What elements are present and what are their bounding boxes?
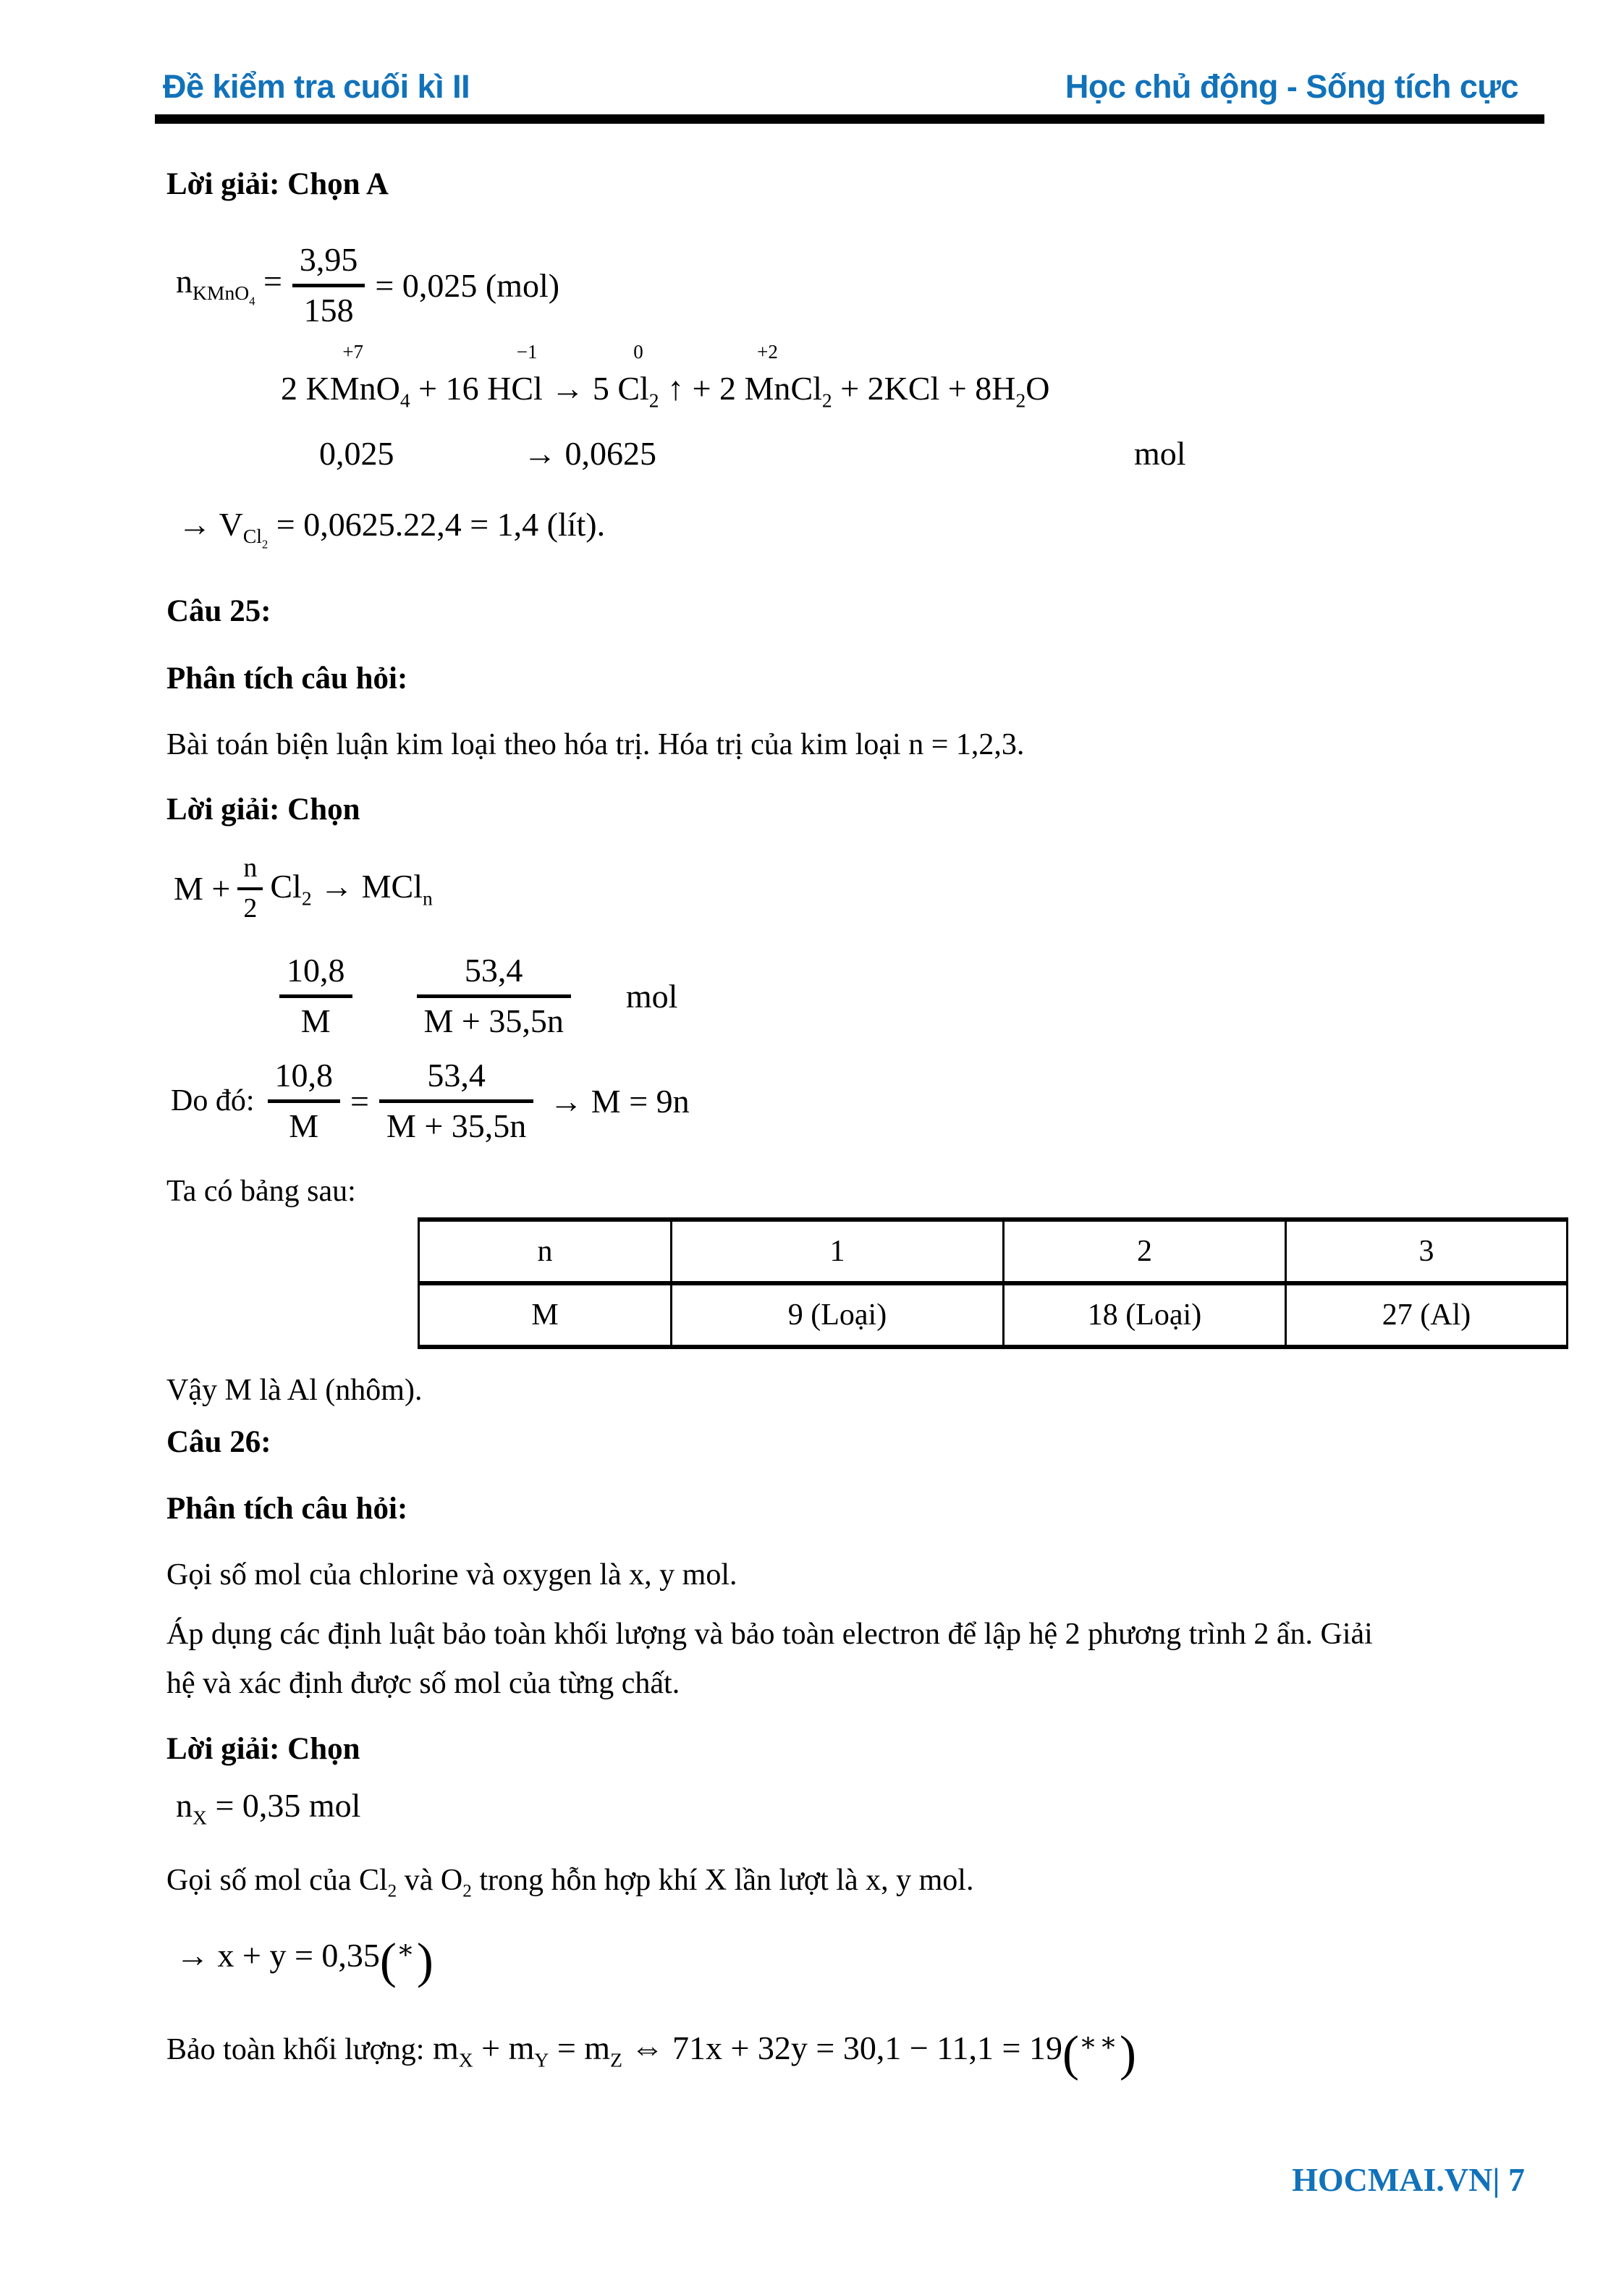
fraction bbox=[268, 1057, 341, 1146]
q26-solution-heading: Lời giải: Chọn bbox=[166, 1732, 360, 1766]
header-right-title: Học chủ động - Sống tích cực bbox=[1065, 68, 1518, 105]
equation-token: +7 Mn bbox=[329, 341, 376, 407]
formula-label: Bảo toàn khối lượng: bbox=[166, 2033, 425, 2067]
oxidation-state-label: −1 bbox=[516, 341, 538, 363]
big-paren-close: ) bbox=[1120, 2026, 1136, 2082]
q25-analysis-text: Bài toán biện luận kim loại theo hóa trị. Hóa trị của kim loại n = 1,2,3. bbox=[166, 728, 1025, 761]
table-cell: M bbox=[419, 1283, 672, 1347]
equation-token: $O_4$ bbox=[376, 370, 410, 412]
footer-page-number: 7 bbox=[1508, 2161, 1525, 2198]
q25-conclusion: Vậy M là Al (nhôm). bbox=[166, 1374, 423, 1407]
fraction-denominator: M bbox=[289, 1107, 319, 1144]
fraction bbox=[417, 952, 571, 1041]
equation-token: → 5 bbox=[542, 370, 618, 407]
equation-token: −1 Cl bbox=[511, 341, 543, 407]
star-mark: ∗ bbox=[396, 1935, 417, 1964]
gas-up-arrow: ↑ bbox=[659, 370, 693, 407]
fraction-denominator: M bbox=[300, 1002, 331, 1039]
q24-volume-formula: → $V_{Cl_2} = 0,0625.22,4 = 1,4$ (lít). bbox=[178, 506, 606, 552]
header-rule bbox=[155, 114, 1544, 124]
fraction bbox=[279, 952, 352, 1041]
table-cell: 18 (Loại) bbox=[1004, 1283, 1286, 1347]
big-paren-open: ( bbox=[1062, 2026, 1079, 2082]
q25-reaction-formula bbox=[174, 853, 433, 924]
formula-run: $Cl_2 \to MCl_n$ bbox=[270, 867, 433, 910]
q25-result-table bbox=[418, 1217, 1568, 1349]
unit-label: mol bbox=[625, 977, 678, 1015]
fraction-numerator: 53,4 bbox=[417, 952, 571, 998]
fraction-numerator: 10,8 bbox=[279, 952, 352, 998]
fraction-denominator: M + 35,5n bbox=[423, 1002, 564, 1039]
equation-token: + 2 bbox=[692, 370, 745, 407]
q26-sum-equation: → x + y = 0,35(∗) bbox=[176, 1933, 434, 1989]
q26-mass-balance bbox=[166, 2026, 1136, 2082]
equation-token: + 16 H bbox=[410, 370, 512, 407]
fraction-denominator: 2 bbox=[243, 892, 258, 924]
q24-solution-heading: Lời giải: Chọn A bbox=[166, 167, 389, 201]
formula-result: = 0,025 (mol) bbox=[375, 266, 560, 304]
q25-mole-fractions bbox=[269, 952, 677, 1041]
q26-analysis-line2b: hệ và xác định được số mol của từng chất. bbox=[166, 1667, 680, 1700]
fraction-denominator: 158 bbox=[303, 291, 354, 329]
q26-analysis-line2a: Áp dụng các định luật bảo toàn khối lượng và bảo toàn electron để lập hệ 2 phương trình 2 ẩn. Giải bbox=[166, 1618, 1373, 1651]
fraction-numerator: n bbox=[237, 853, 263, 890]
star-mark: ∗∗ bbox=[1078, 2027, 1120, 2057]
table-cell: n bbox=[419, 1220, 672, 1283]
table-cell: 27 (Al) bbox=[1286, 1283, 1568, 1347]
equation-token: + $2KCl + 8H_2$ bbox=[832, 370, 1026, 412]
formula-run: M + bbox=[174, 870, 231, 908]
oxidation-state-label: +7 bbox=[342, 341, 364, 363]
fraction bbox=[237, 853, 263, 924]
fraction-numerator: 3,95 bbox=[292, 241, 365, 287]
equation-token: 0 $Cl_2$ bbox=[617, 341, 659, 412]
table-cell: 3 bbox=[1286, 1220, 1568, 1283]
equation-token: O bbox=[1025, 370, 1050, 407]
q25-analysis-heading: Phân tích câu hỏi: bbox=[166, 662, 408, 696]
q25-solution-heading: Lời giải: Chọn bbox=[166, 793, 360, 827]
q26-analysis-line1: Gọi số mol của chlorine và oxygen là x, y mol. bbox=[166, 1558, 737, 1592]
q24-amount-product: → 0,0625 bbox=[523, 435, 656, 472]
fraction-numerator: 10,8 bbox=[268, 1057, 341, 1103]
q26-number-heading: Câu 26: bbox=[166, 1425, 271, 1459]
table-row bbox=[419, 1220, 1568, 1283]
formula-run: $m_X + m_Y = m_Z$ ⇔ 71x + 32y = 30,1 − 11,1 = 19(∗∗) bbox=[432, 2026, 1136, 2082]
big-paren-close: ) bbox=[416, 1933, 434, 1989]
fraction-denominator: M + 35,5n bbox=[386, 1107, 527, 1144]
q24-amount-reactant: 0,025 bbox=[319, 435, 394, 472]
formula-lhs: $n_{KMnO_4}$ = bbox=[176, 262, 282, 308]
fraction-numerator: 53,4 bbox=[379, 1057, 533, 1103]
equation-token: $Cl_2$ bbox=[790, 370, 832, 412]
q25-deduction-formula bbox=[171, 1057, 690, 1146]
equation-token: +2 Mn bbox=[744, 341, 791, 407]
footer-page-label bbox=[1292, 2160, 1525, 2199]
fraction bbox=[379, 1057, 533, 1146]
fraction bbox=[292, 241, 365, 330]
q25-table-intro: Ta có bảng sau: bbox=[166, 1175, 356, 1208]
q24-equation bbox=[281, 339, 1050, 412]
q26-gas-mole-line: Gọi số mol của $Cl_2$ và $O_2$ trong hỗn hợp khí X lần lượt là x, y mol. bbox=[166, 1864, 974, 1901]
q24-mol-formula bbox=[176, 241, 559, 330]
q26-nx-formula: $n_X = 0,35$ mol bbox=[176, 1787, 361, 1829]
table-cell: 1 bbox=[672, 1220, 1004, 1283]
table-row bbox=[419, 1283, 1568, 1347]
table-cell: 2 bbox=[1004, 1220, 1286, 1283]
oxidation-state-label: 0 bbox=[633, 341, 643, 363]
formula-label: Do đó: bbox=[171, 1084, 255, 1118]
equals-sign: = bbox=[350, 1082, 369, 1120]
footer-brand: HOCMAI.VN| bbox=[1292, 2161, 1500, 2198]
table-cell: 9 (Loại) bbox=[672, 1283, 1004, 1347]
q25-number-heading: Câu 25: bbox=[166, 594, 271, 628]
q26-analysis-heading: Phân tích câu hỏi: bbox=[166, 1492, 408, 1526]
header-left-title: Đề kiểm tra cuối kì II bbox=[163, 68, 470, 105]
equation-token: 2 K bbox=[281, 370, 330, 407]
oxidation-state-label: +2 bbox=[757, 341, 778, 363]
big-paren-open: ( bbox=[379, 1933, 397, 1989]
formula-result: → M = 9n bbox=[549, 1082, 690, 1120]
q24-amount-unit: mol bbox=[1134, 435, 1186, 472]
